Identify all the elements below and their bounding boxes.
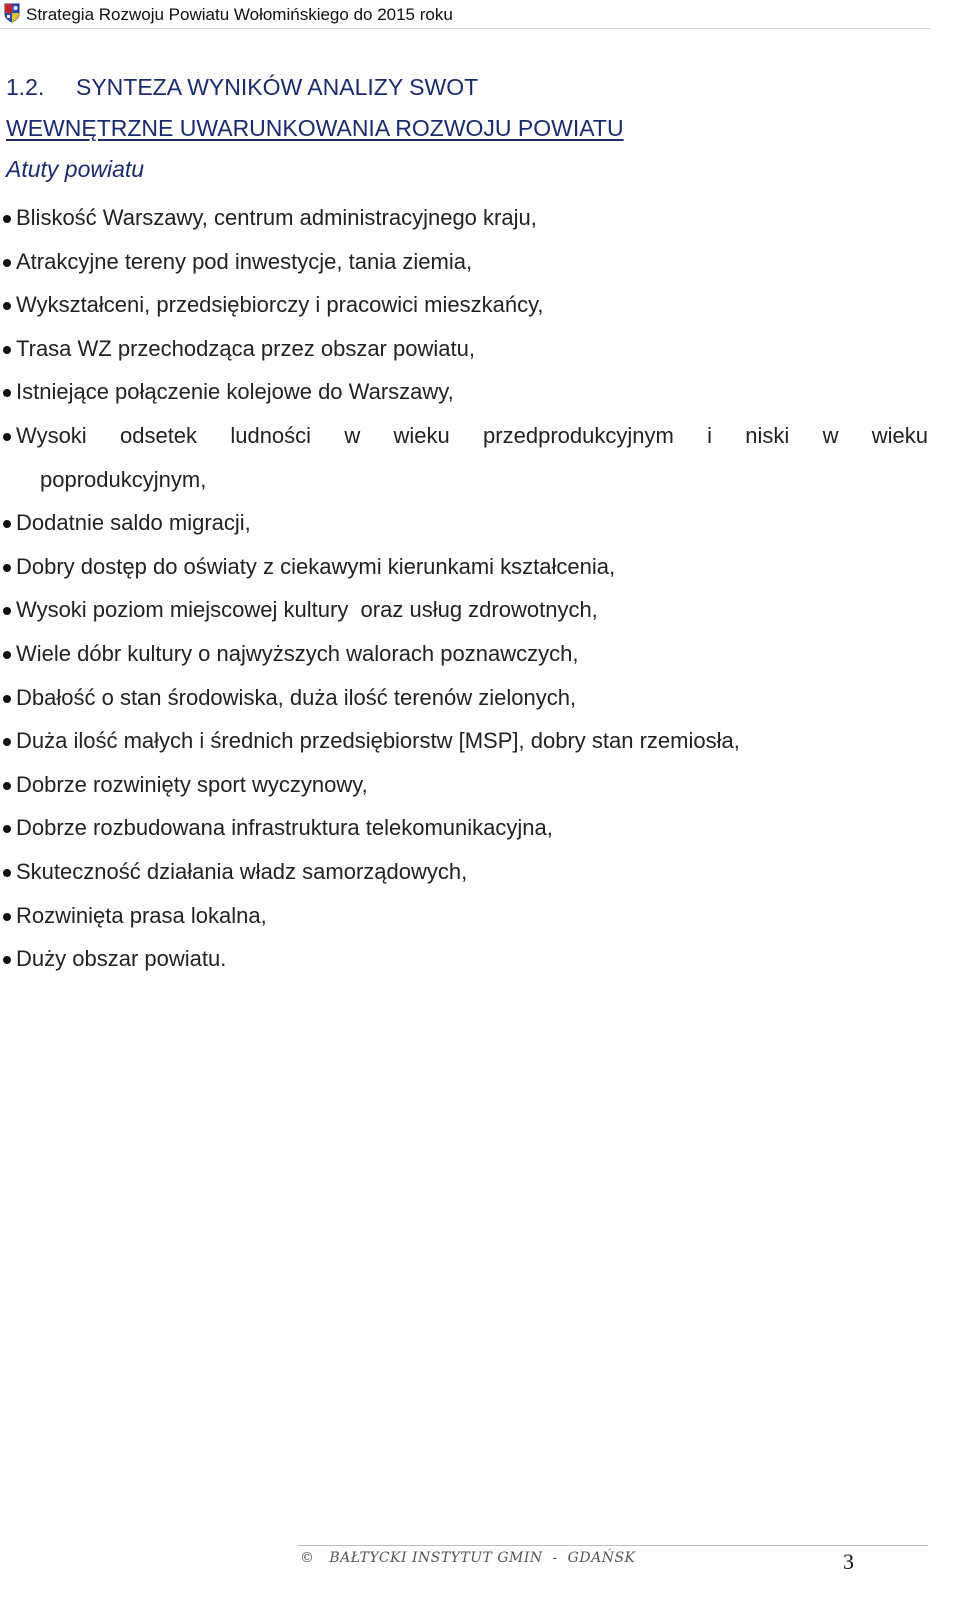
list-item: Wysoki odsetek ludności w wieku przedprodukcyjnym i niski w wieku [0,414,928,458]
bullet-icon [3,825,11,833]
list-item: Wiele dóbr kultury o najwyższych walorach poznawczych, [0,632,928,676]
footer-publisher [300,1550,636,1566]
bullet-icon [3,607,11,615]
bullet-icon [3,564,11,572]
copyright-icon: © [300,1550,315,1566]
list-item: Skuteczność działania władz samorządowych, [0,850,928,894]
list-item: Duży obszar powiatu. [0,937,928,981]
list-item: Dodatnie saldo migracji, [0,501,928,545]
section-number: 1.2. [6,74,45,100]
bullet-icon [3,389,11,397]
bullet-icon [3,215,11,223]
header-divider [0,28,930,29]
page-header [0,0,960,32]
list-item: Istniejące połączenie kolejowe do Warszawy, [0,370,928,414]
bullet-icon [3,433,11,441]
list-item: Wykształceni, przedsiębiorczy i pracowici mieszkańcy, [0,283,928,327]
list-item: Bliskość Warszawy, centrum administracyjnego kraju, [0,196,928,240]
bullet-icon [3,520,11,528]
bullet-icon [3,259,11,267]
section-title-text: SYNTEZA WYNIKÓW ANALIZY SWOT [76,74,479,100]
bullet-icon [3,869,11,877]
bullet-icon [3,956,11,964]
subsection-heading: WEWNĘTRZNE UWARUNKOWANIA ROZWOJU POWIATU [6,115,624,141]
page-number: 3 [843,1549,854,1574]
bullet-icon [3,913,11,921]
list-item: Dobrze rozbudowana infrastruktura telekomunikacyjna, [0,806,928,850]
publisher-name: BAŁTYCKI INSTYTUT GMIN - GDAŃSK [329,1550,636,1566]
strengths-heading: Atuty powiatu [6,156,145,182]
coat-of-arms-icon [4,3,20,23]
bullet-icon [3,651,11,659]
document-title: Strategia Rozwoju Powiatu Wołomińskiego do 2015 roku [26,5,453,24]
footer-divider [298,1545,928,1546]
list-item: Trasa WZ przechodząca przez obszar powiatu, [0,327,928,371]
list-item: Rozwinięta prasa lokalna, [0,894,928,938]
list-item: Wysoki poziom miejscowej kultury oraz usług zdrowotnych, [0,588,928,632]
bullet-icon [3,695,11,703]
bullet-icon [3,346,11,354]
bullet-icon [3,738,11,746]
section-heading [6,74,478,101]
bullet-icon [3,302,11,310]
strengths-list [0,196,928,981]
list-item: Atrakcyjne tereny pod inwestycje, tania ziemia, [0,240,928,284]
list-item: Dbałość o stan środowiska, duża ilość terenów zielonych, [0,676,928,720]
list-item: Dobrze rozwinięty sport wyczynowy, [0,763,928,807]
list-item-continuation: poprodukcyjnym, [40,466,207,492]
bullet-icon [3,782,11,790]
list-item: Dobry dostęp do oświaty z ciekawymi kierunkami kształcenia, [0,545,928,589]
list-item: Duża ilość małych i średnich przedsiębiorstw [MSP], dobry stan rzemiosła, [0,719,928,763]
